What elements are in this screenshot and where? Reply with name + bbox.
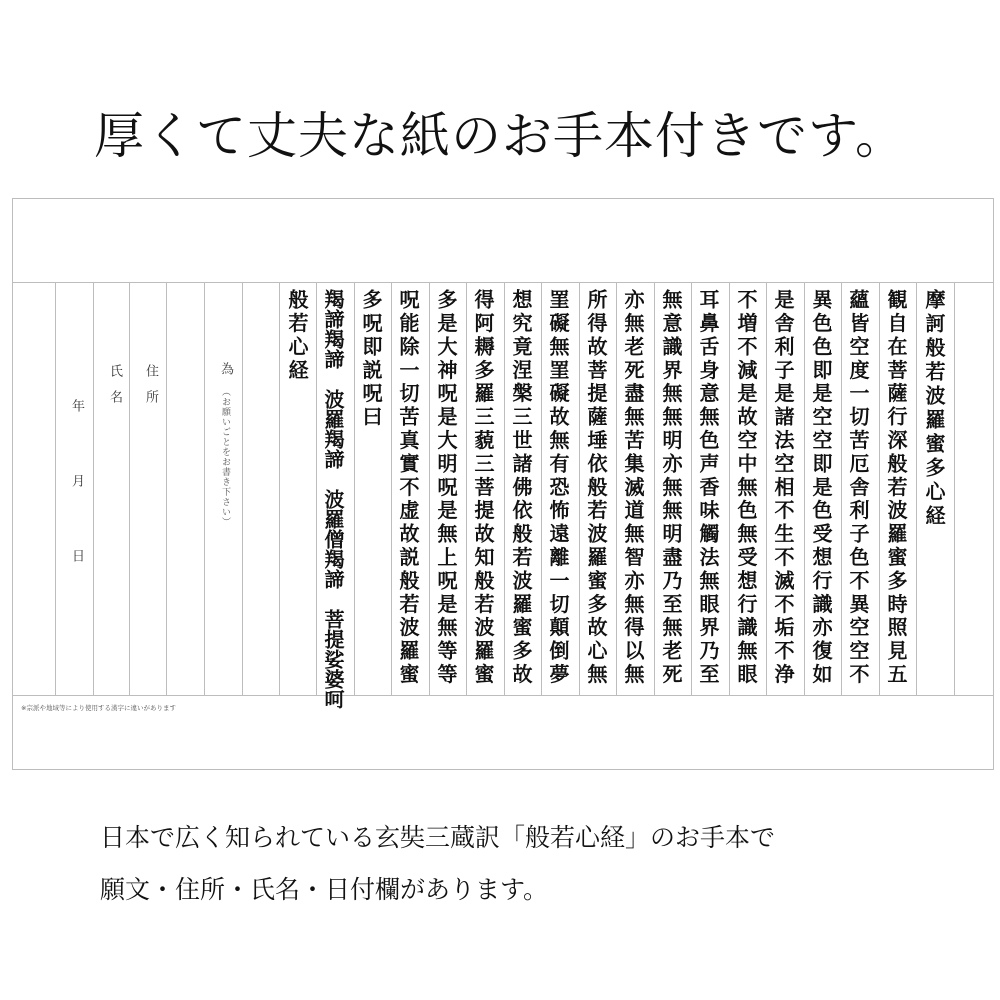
sutra-closing-title: 般若心経 — [285, 289, 309, 383]
column-rule — [579, 282, 580, 695]
sutra-column: 呪能除一切苦真實不虚故説般若波羅蜜 — [396, 289, 420, 687]
sutra-column: 異色色即是空空即是色受想行識亦復如 — [809, 289, 833, 687]
sutra-column: 多呪即説呪曰 — [359, 289, 383, 430]
column-rule — [279, 282, 280, 695]
wish-note: （お願いごとをお書き下さい） — [220, 387, 230, 527]
bottom-band-line — [13, 695, 993, 696]
date-label: 年 月 日 — [69, 399, 84, 574]
sutra-column: 是舎利子是諸法空相不生不滅不垢不浄 — [771, 289, 795, 687]
sutra-column: 罣礙無罣礙故無有恐怖遠離一切顛倒夢 — [546, 289, 570, 687]
column-rule — [879, 282, 880, 695]
column-rule — [954, 282, 955, 695]
footnote: ※宗派や地域等により使用する漢字に違いがあります — [21, 704, 176, 712]
address-label: 住 所 — [143, 364, 158, 403]
column-rule — [242, 282, 243, 695]
wish-label: 為 — [218, 362, 233, 375]
column-rule — [541, 282, 542, 695]
column-rule — [616, 282, 617, 695]
sutra-column: 観自在菩薩行深般若波羅蜜多時照見五 — [884, 289, 908, 687]
sutra-column: 亦無老死盡無苦集滅道無智亦無得以無 — [621, 289, 645, 687]
column-rule — [204, 282, 205, 695]
column-rule — [804, 282, 805, 695]
column-rule — [691, 282, 692, 695]
sutra-title: 摩訶般若波羅蜜多心経 — [922, 289, 946, 529]
sutra-sheet — [12, 198, 994, 770]
sutra-column: 不増不減是故空中無色無受想行識無眼 — [734, 289, 758, 687]
column-rule — [504, 282, 505, 695]
headline: 厚くて丈夫な紙のお手本付きです。 — [94, 107, 906, 165]
column-rule — [729, 282, 730, 695]
sutra-column: 想究竟涅槃三世諸佛依般若波羅蜜多故 — [509, 289, 533, 687]
column-rule — [841, 282, 842, 695]
column-rule — [391, 282, 392, 695]
column-rule — [654, 282, 655, 695]
column-rule — [466, 282, 467, 695]
sutra-column: 耳鼻舌身意無色声香味觸法無眼界乃至 — [696, 289, 720, 687]
column-rule — [93, 282, 94, 695]
top-band-line — [13, 282, 993, 283]
description-line-2: 願文・住所・氏名・日付欄があります。 — [100, 875, 549, 904]
sutra-column: 羯諦羯諦 波羅羯諦 波羅僧羯諦 菩提娑婆呵 — [321, 289, 345, 709]
column-rule — [129, 282, 130, 695]
sutra-column: 多是大神呪是大明呪是無上呪是無等等 — [434, 289, 458, 687]
column-rule — [166, 282, 167, 695]
column-rule — [429, 282, 430, 695]
column-rule — [916, 282, 917, 695]
column-rule — [766, 282, 767, 695]
description-line-1: 日本で広く知られている玄奘三蔵訳「般若心経」のお手本で — [100, 823, 776, 852]
sutra-column: 所得故菩提薩埵依般若波羅蜜多故心無 — [584, 289, 608, 687]
sutra-column: 得阿耨多羅三藐三菩提故知般若波羅蜜 — [471, 289, 495, 687]
column-rule — [354, 282, 355, 695]
name-label: 氏 名 — [107, 364, 122, 403]
sutra-column: 無意識界無無明亦無無明盡乃至無老死 — [659, 289, 683, 687]
column-rule — [55, 282, 56, 695]
column-rule — [316, 282, 317, 695]
sutra-column: 蘊皆空度一切苦厄舎利子色不異空空不 — [846, 289, 870, 687]
